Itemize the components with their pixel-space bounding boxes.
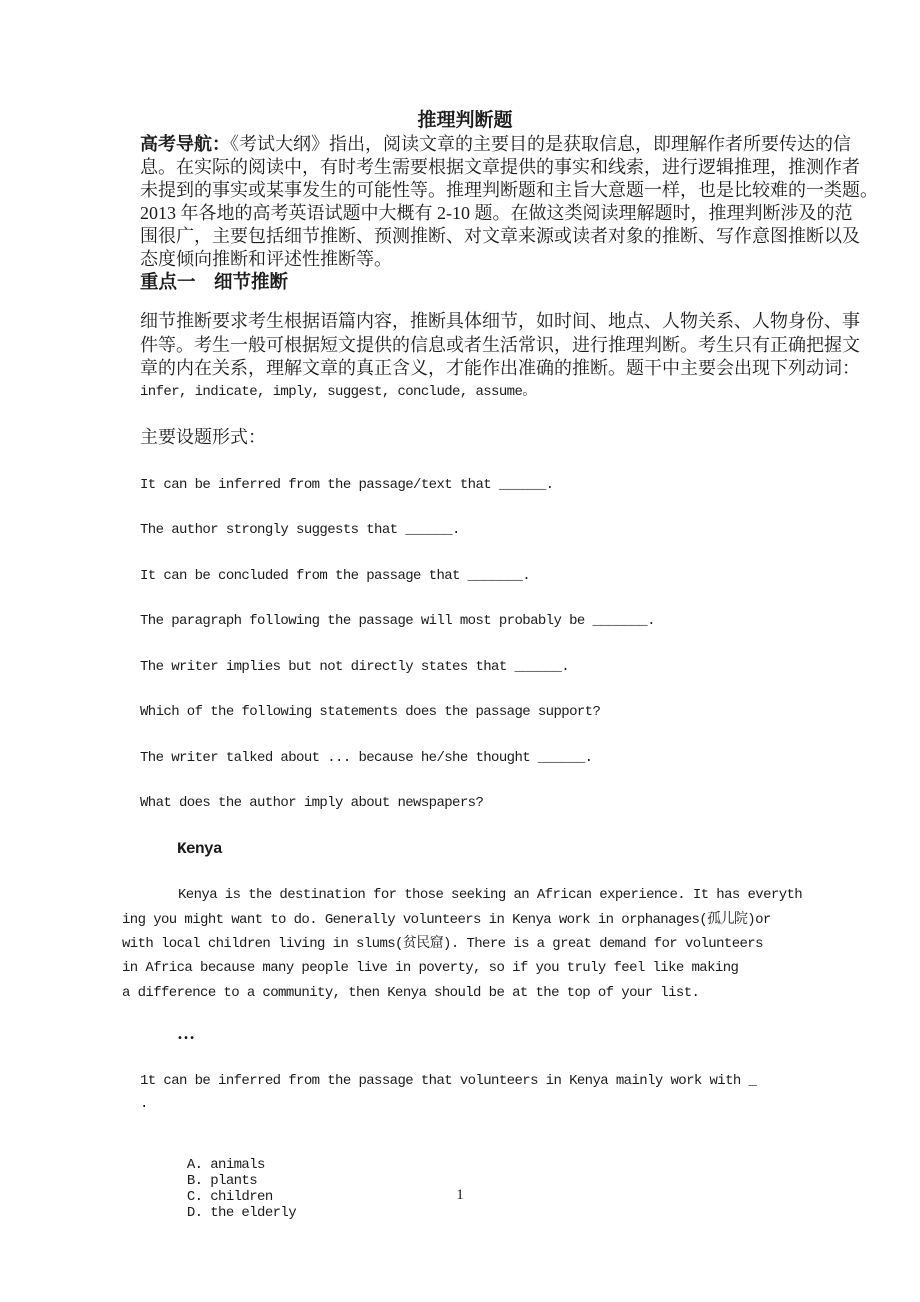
question-stem-line: 1t can be inferred from the passage that volunteers in Kenya mainly work with _	[140, 1072, 757, 1089]
passage-ellipsis: …	[177, 1022, 195, 1043]
question-form-item: The writer implies but not directly states that ______.	[140, 658, 570, 675]
section-line: 章的内在关系，理解文章的真正含义，才能作出准确的推断。题干中主要会出现下列动词：	[140, 358, 860, 379]
intro-line: 态度倾向推断和评述性推断等。	[140, 249, 392, 269]
question-forms-list	[140, 475, 790, 814]
intro-line: 息。在实际的阅读中，有时考生需要根据文章提供的事实和线索，进行逻辑推理，推测作者	[140, 157, 860, 177]
question-form-item: What does the author imply about newspapers?	[140, 795, 484, 812]
question-form-item: It can be concluded from the passage that _______.	[140, 567, 531, 584]
question-form-item: The author strongly suggests that ______.	[140, 522, 460, 539]
option-d: D. the elderly	[186, 1204, 297, 1221]
section-heading: 重点一 细节推断	[140, 273, 289, 293]
question-form-item: Which of the following statements does the passage support?	[140, 704, 601, 721]
question-form-item: The writer talked about ... because he/she thought ______.	[140, 749, 593, 766]
passage-line: a difference to a community, then Kenya should be at the top of your list.	[122, 984, 700, 1001]
section-verbs-line: infer, indicate, imply, suggest, conclude, assume。	[140, 383, 536, 400]
passage-title: Kenya	[177, 839, 223, 858]
option-c: C. children	[186, 1188, 273, 1205]
passage-line: in Africa because many people live in poverty, so if you truly feel like making	[122, 960, 739, 977]
document-title: 推理判断题	[417, 110, 513, 131]
question-stem-line: .	[140, 1095, 148, 1112]
question-stem	[140, 1070, 790, 1116]
intro-paragraph	[140, 133, 878, 271]
intro-line: 未提到的事实或某事发生的可能性等。推理判断题和主旨大意题一样，也是比较难的一类题。	[140, 180, 878, 200]
intro-line: 围很广，主要包括细节推断、预测推断、对文章来源或读者对象的推断、写作意图推断以及	[140, 226, 860, 246]
intro-label: 高考导航：	[140, 134, 230, 154]
section-paragraph	[140, 310, 860, 404]
passage-line: with local children living in slums(贫民窟). There is a great demand for volunteers	[122, 935, 763, 952]
passage-line: Kenya is the destination for those seeking an African experience. It has everyth	[178, 887, 803, 904]
passage-body	[122, 883, 803, 1004]
page-number: 1	[456, 1187, 464, 1203]
forms-label: 主要设题形式：	[140, 427, 266, 448]
intro-line-text: 《考试大纲》指出，阅读文章的主要目的是获取信息，即理解作者所要传达的信	[230, 134, 851, 154]
intro-line: 2013 年各地的高考英语试题中大概有 2-10 题。在做这类阅读理解题时，推理判断涉及的范	[140, 203, 853, 223]
question-form-item: The paragraph following the passage will most probably be _______.	[140, 613, 655, 630]
intro-line	[140, 133, 851, 156]
section-line: 细节推断要求考生根据语篇内容，推断具体细节，如时间、地点、人物关系、人物身份、事	[140, 311, 860, 331]
section-line: 件等。考生一般可根据短文提供的信息或者生活常识，进行推理判断。考生只有正确把握文	[140, 334, 860, 355]
option-a: A. animals	[186, 1156, 265, 1173]
option-b: B. plants	[186, 1172, 258, 1189]
passage-line: ing you might want to do. Generally volunteers in Kenya work in orphanages(孤儿院)or	[122, 911, 771, 928]
question-form-item: It can be inferred from the passage/text that ______.	[140, 476, 554, 493]
